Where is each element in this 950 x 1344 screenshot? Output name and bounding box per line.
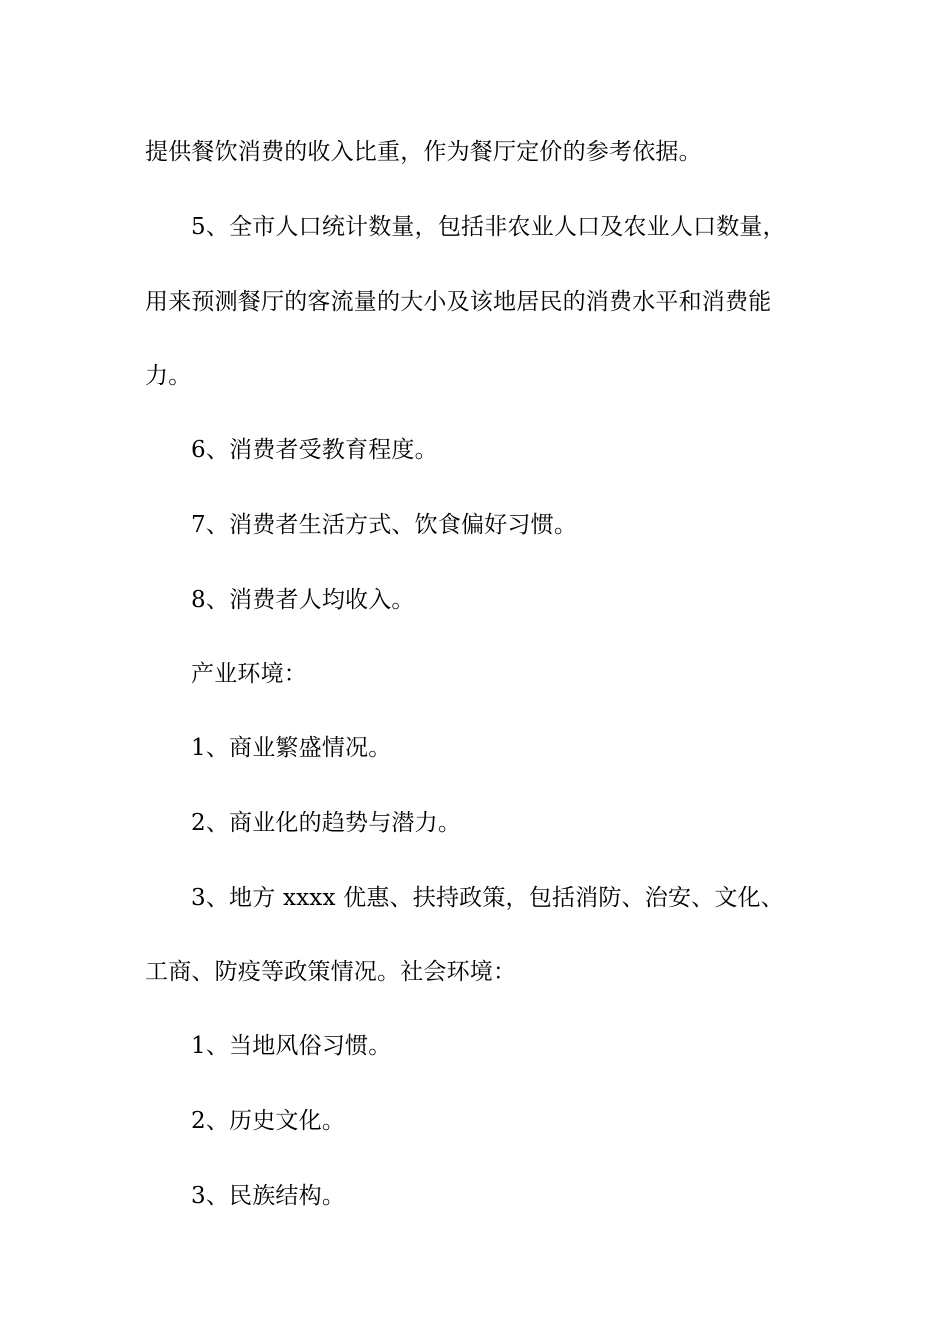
text-line: 工商、防疫等政策情况。社会环境： [145,959,517,985]
section-heading: 产业环境： [191,661,307,687]
text-line: 1、当地风俗习惯。 [191,1033,392,1059]
text-line: 力。 [145,363,192,389]
text-line: 3、民族结构。 [191,1183,346,1209]
text-line: 2、历史文化。 [191,1108,346,1134]
text-line: 提供餐饮消费的收入比重，作为餐厅定价的参考依据。 [145,139,702,165]
text-line: 3、地方 xxxx 优惠、扶持政策，包括消防、治安、文化、 [191,885,784,911]
text-line: 8、消费者人均收入。 [191,587,415,613]
text-line: 5、全市人口统计数量，包括非农业人口及农业人口数量， [191,214,786,240]
text-line: 7、消费者生活方式、饮食偏好习惯。 [191,512,578,538]
text-line: 1、商业繁盛情况。 [191,735,392,761]
text-line: 6、消费者受教育程度。 [191,437,438,463]
text-line: 2、商业化的趋势与潜力。 [191,810,462,836]
text-line: 用来预测餐厅的客流量的大小及该地居民的消费水平和消费能 [145,289,772,315]
